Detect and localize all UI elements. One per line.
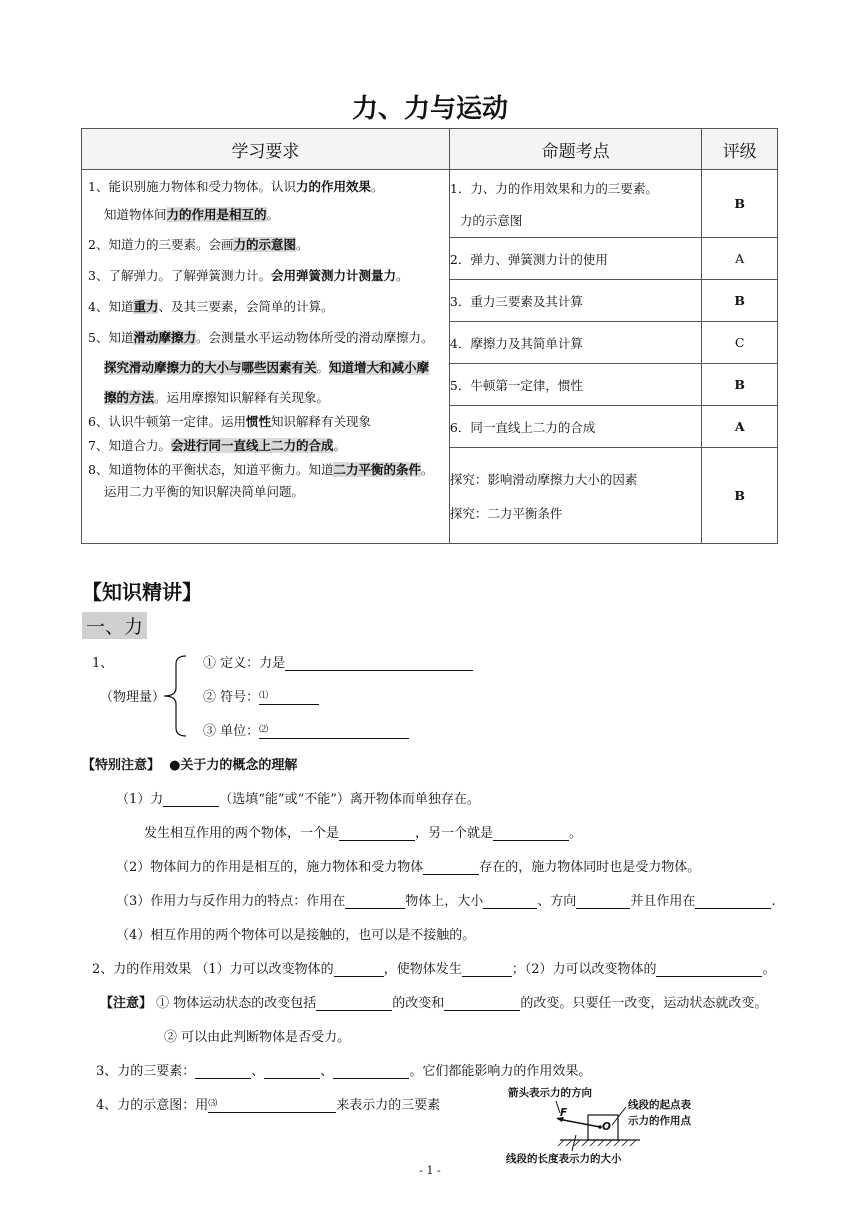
force-diagram-figure <box>500 1085 690 1175</box>
item2-note-line-1: 【注意】 ① 物体运动状态的改变包括 的改变和 的改变。只要任一改变，运动状态就改变。 <box>100 996 768 1011</box>
annotation-start-1: 线段的起点表 <box>628 1099 691 1111</box>
note-line-1: （1）力 （选填“能”或“不能”）离开物体而单独存在。 <box>116 792 480 807</box>
subsection-heading: 一、力 <box>82 612 147 639</box>
topic-cell: 4．摩擦力及其简单计算 <box>449 322 701 364</box>
requirements-cell: 1、能识别施力物体和受力物体。认识力的作用效果。 知道物体间力的作用是相互的。 2、知道力的三要素。会画力的示意图。 3、了解弹力。了解弹簧测力计。会用弹簧测力计测量力。 4、知道重力、及其三要素，会简单的计算。 5、知道滑动摩擦力。会测量水平运动物体所受的滑动摩擦力。 探究滑动摩擦力的大小与哪些因素有关。知道增大和减小摩 擦的方法。运用摩擦知识解释有关现象。 6、认识牛顿第一定律。运用惯性知识解释有关现象 7、知道合力。会进行同一直线上二力的合成。 8、知道物体的平衡状态，知道平衡力。知道二力平衡的条件。 运用二力平衡的知识解决简单问题。 <box>82 170 450 544</box>
topic-cell: 1．力、力的作用效果和力的三要素。 力的示意图 <box>449 170 701 238</box>
item1-quantity: （物理量） <box>100 690 166 705</box>
label-o: O <box>602 1121 611 1133</box>
topic-cell: 3．重力三要素及其计算 <box>449 280 701 322</box>
page-title: 力、力与运动 <box>351 94 508 124</box>
topic-cell: 探究：影响滑动摩擦力大小的因素 探究：二力平衡条件 <box>449 448 701 544</box>
topic-cell: 6．同一直线上二力的合成 <box>449 406 701 448</box>
grade-cell: B <box>702 364 778 406</box>
annotation-start-2: 示力的作用点 <box>628 1115 691 1127</box>
special-note-heading: 【特别注意】 ●关于力的概念的理解 <box>82 758 298 773</box>
item1-unit: ③ 单位：⑵ <box>203 720 409 739</box>
header-requirements: 学习要求 <box>82 129 450 170</box>
force-arrow-diagram <box>500 1085 690 1155</box>
grade-cell: A <box>702 406 778 448</box>
header-exam-points: 命题考点 <box>449 129 701 170</box>
note-line-3: （3）作用力与反作用力的特点：作用在 物体上，大小 、方向 并且作用在 . <box>116 894 776 909</box>
header-grade: 评级 <box>702 129 778 170</box>
grade-cell: B <box>702 170 778 238</box>
item4-diagram-text: 4、力的示意图：用⑶ 来表示力的三要素 <box>96 1098 441 1113</box>
item1-definition: ① 定义：力是 <box>203 652 473 671</box>
grade-cell: B <box>702 448 778 544</box>
label-f: F <box>560 1107 568 1119</box>
annotation-direction: 箭头表示力的方向 <box>508 1087 592 1099</box>
brace-icon <box>160 654 190 738</box>
topic-cell: 5．牛顿第一定律，惯性 <box>449 364 701 406</box>
item3-three-elements: 3、力的三要素： 、 、 。它们都能影响力的作用效果。 <box>96 1064 592 1079</box>
grade-cell: A <box>702 238 778 280</box>
section-heading: 【知识精讲】 <box>82 580 202 604</box>
page-number: - 1 - <box>419 1164 441 1177</box>
item1-number: 1、 <box>92 656 114 671</box>
item2-effects: 2、力的作用效果 （1）力可以改变物体的 ，使物体发生 ；（2）力可以改变物体的 。 <box>92 962 776 977</box>
item2-note-line-2: ② 可以由此判断物体是否受力。 <box>164 1030 351 1045</box>
annotation-length: 线段的长度表示力的大小 <box>506 1153 622 1165</box>
item1-symbol: ② 符号：⑴ <box>203 686 319 705</box>
note-line-4: （4）相互作用的两个物体可以是接触的，也可以是不接触的。 <box>116 928 476 943</box>
note-line-2: （2）物体间力的作用是相互的，施力物体和受力物体 存在的，施力物体同时也是受力物体。 <box>116 860 701 875</box>
requirements-table <box>81 128 778 544</box>
topic-cell: 2．弹力、弹簧测力计的使用 <box>449 238 701 280</box>
note-line-1b: 发生相互作用的两个物体，一个是 ，另一个就是 。 <box>144 826 583 841</box>
grade-cell: B <box>702 280 778 322</box>
grade-cell: C <box>702 322 778 364</box>
